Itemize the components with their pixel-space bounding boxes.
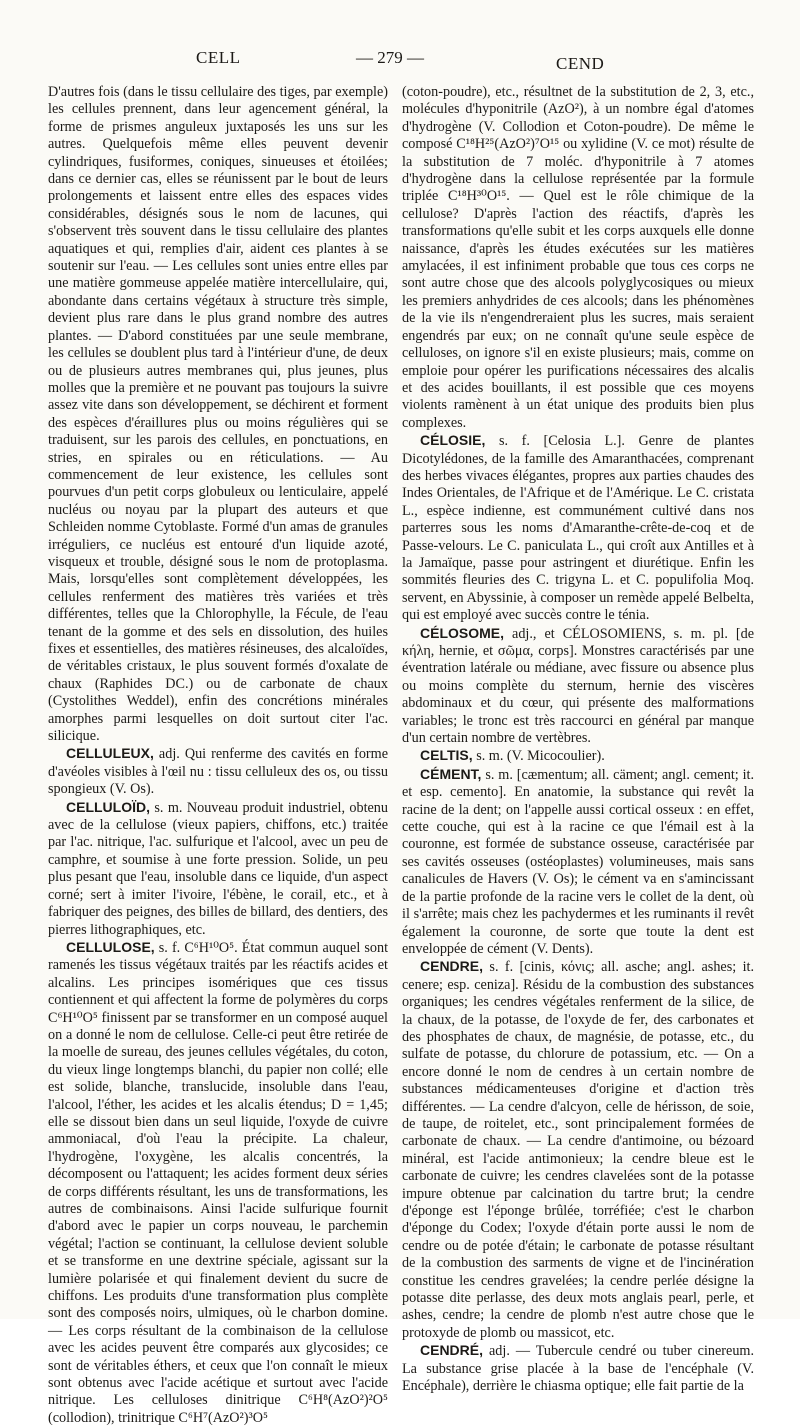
entry-cendre-adj bbox=[402, 1342, 754, 1395]
headword-cendre: CENDRE, bbox=[420, 958, 484, 975]
entry-celluleux bbox=[48, 745, 388, 798]
definition-cendre: s. f. [cinis, κόνις; all. asche; angl. ashes; it. cenere; esp. ceniza]. Résidu de la combustion des substances organiques; les cendres végétales renferment de la silice, de la chaux, de la potasse, de l'oxyde de fer, des carbonates et des phosphates de chaux, de magnésie, de potasse, etc., du sulfate de potasse, du chlorure de potassium, etc. — On a encore donné le nom de cendres à un certain nombre de substances médicamenteuses d'origine et d'action très différentes. — La cendre d'alcyon, celle de hérisson, de soie, de taupe, de roitelet, etc., sont principalement formées de carbonate de chaux. — La cendre d'antimoine, ou bézoard minéral, est l'acide antimonieux; la cendre bleue est le carbonate de cuivre; les cendres clavelées sont de la potasse impure obtenue par calcination du tartre brut; la cendre d'éponge est l'éponge brûlée, torréfiée; c'est le charbon d'éponge du Codex; l'oxyde d'étain porte aussi le nom de cendre ou de potée d'étain; le carbonate de potasse résultant de la combustion des sarments de vigne et de l'incinération constitue les cendres gravelées; la cendre perlée désigne la potasse dite perlasse, des deux mots anglais pearl, perle, et ashes, cendre; la cendre de plomb n'est autre chose que le protoxyde de plomb ou massicot, etc. bbox=[402, 959, 754, 1341]
page-number: — 279 — bbox=[356, 48, 424, 67]
entry-cellulose bbox=[48, 939, 388, 1427]
definition-cellulose: s. f. C⁶H¹⁰O⁵. État commun auquel sont ramenés les tissus végétaux traités par les réactifs acides et alcalins. Les principes isomériques que ces tissus contiennent et qui affectent la forme de polymères du corps C⁶H¹⁰O⁵ finissent par se transformer en un composé auquel on a donné le nom de cellulose. Celle-ci peut être retirée de la moelle de sureau, des jeunes cellules végétales, du coton, du vieux linge longtemps blanchi, du papier non collé; elle est solide, blanche, translucide, insoluble dans l'eau, l'alcool, l'éther, les acides et les alcalis étendus; D = 1,45; elle se dissout bien dans un seul liquide, l'oxyde de cuivre ammoniacal, d'où l'eau la précipite. La chaleur, l'hydrogène, l'oxygène, les alcalis concentrés, la décomposent ou l'attaquent; les acides forment deux séries de corps différents résultant, les uns de transformations, les autres de combinaisons. Ainsi l'acide sulfurique fournit d'abord avec le papier un corps nouveau, le parchemin végétal; l'action se continuant, la cellulose devient soluble et se transforme en une dextrine spéciale, agissant sur la lumière polarisée et qui finalement devient du sucre de chiffons. Les produits d'une transformation plus complète sont des composés noirs, ulmiques, où le charbon domine. — Les corps résultant de la combinaison de la cellulose avec les acides peuvent être comparés aux glycosides; ce sont de véritables éthers, et ceux que l'on connaît le mieux sont obtenus avec l'acide acétique et surtout avec l'acide nitrique. Les celluloses dinitrique C⁶H⁸(AzO²)²O⁵ (collodion), trinitrique C⁶H⁷(AzO²)³O⁵ bbox=[48, 939, 389, 1426]
headword-celosie: CÉLOSIE, bbox=[420, 432, 486, 449]
entry-celosome bbox=[402, 625, 754, 748]
definition-celluloid: s. m. Nouveau produit industriel, obtenu avec de la cellulose (vieux papiers, chiffons, etc.) traitée par l'ac. nitrique, l'ac. sulfurique et l'alcool, avec un peu de camphre, et soumise à une forte pression. Solide, un peu plus pesant que l'eau, insoluble dans ce liquide, d'un aspect corné; sert à imiter l'ivoire, l'ébène, le corail, etc., et à fabriquer des peignes, des billes de billard, des dentiers, des pierres lithographiques, etc. bbox=[48, 799, 388, 938]
headword-celluleux: CELLULEUX, bbox=[66, 745, 154, 762]
entry-cement bbox=[402, 766, 754, 958]
entry-celluloid bbox=[48, 799, 388, 939]
running-header bbox=[0, 48, 800, 78]
headword-cendre-adj: CENDRÉ, bbox=[420, 1342, 484, 1359]
cellule-continuation: D'autres fois (dans le tissu cellulaire des tiges, par exemple) les cellules prennent, dans leur agencement général, la forme de prismes anguleux juxtaposés les uns sur les autres. Quelquefois même elles peuvent devenir cylindriques, fusiformes, coniques, sinueuses et étoilées; dans ce dernier cas, elles se réunissent par le bout de leurs prolongements et laissent entre elles des espaces vides considérables, désignés sous le nom de lacunes, qui s'observent très souvent dans le tissu cellulaire des plantes aquatiques et qui, remplies d'air, aident ces plantes à se soutenir sur l'eau. — Les cellules sont unies entre elles par une matière gommeuse appelée matière intercellulaire, qui, abondante dans certains végétaux à structure très simple, devient plus rare dans le plus grand nombre des autres plantes. — D'abord constituées par une seule membrane, les cellules se doublent plus tard à l'intérieur d'une, de deux ou de plusieurs autres membranes qui, plus jeunes, plus molles que la première et ne pouvant pas toujours la suivre assez vite dans son développement, se déchirent et forment des espèces d'éraillures plus ou moins régulières qui se traduisent, sur les parois des cellules, en ponctuations, en stries, en spirales ou en réticulations. — Au commencement de leur existence, les cellules sont pourvues d'un petit corps globuleux ou lenticulaire, appelé nucléus ou noyau par la plupart des auteurs et que Schleiden nomme Cytoblaste. Formé d'un amas de granules irréguliers, ce nucléus est entouré d'un liquide azoté, visqueux et trouble, désigné sous le nom de protoplasma. Mais, lorsqu'elles sont complètement développées, les cellules renferment des matières très variées et très différentes, telles que la Chlorophylle, la Fécule, de l'eau tenant de la gomme et des sels en dissolution, des huiles fixes et essentielles, des matières résineuses, des alcaloïdes, de véritables cristaux, le plus souvent formés d'oxalate de chaux (Raphides DC.) ou de carbonate de chaux (Cystolithes Weddel), enfin des concrétions minérales amorphes parmi lesquelles on doit surtout citer l'ac. silicique. bbox=[48, 84, 388, 745]
header-left-word: CELL bbox=[196, 48, 241, 67]
headword-cellulose: CELLULOSE, bbox=[66, 938, 155, 955]
entry-celtis bbox=[402, 747, 754, 765]
definition-celtis: s. m. (V. Micocoulier). bbox=[476, 748, 605, 765]
definition-cement: s. m. [cæmentum; all. cäment; angl. cement; it. et esp. cemento]. En anatomie, la substance qui revêt la racine de la dent; on l'appelle aussi cortical osseux : en effet, cette couche, qui est à la racine ce que l'émail est à la couronne, est formée de substance osseuse, caractérisée par ses cavités osseuses (ostéoplastes) volumineuses, mais sans canalicules de Havers (V. Os); le cément va en s'amincissant de la partie profonde de la racine vers le collet de la dent, où il s'arrête; mais chez les pachydermes et les ruminants il revêt également la couronne, de sorte que toute la dent est enveloppée de cément (V. Dents). bbox=[402, 766, 755, 957]
definition-celluleux: adj. Qui renferme des cavités en forme d'avéoles visibles à l'œil nu : tissu celluleux des os, ou tissu spongieux (V. Os). bbox=[48, 746, 388, 798]
entry-celosie bbox=[402, 432, 754, 624]
entry-cendre bbox=[402, 958, 754, 1342]
headword-cement: CÉMENT, bbox=[420, 765, 482, 782]
header-right-word: CEND bbox=[556, 54, 605, 73]
headword-celluloid: CELLULOÏD, bbox=[66, 798, 150, 815]
headword-celtis: CELTIS, bbox=[420, 747, 473, 764]
definition-celosie: s. f. [Celosia L.]. Genre de plantes Dicotylédones, de la famille des Amaranthacées, comprenant des herbes vivaces élégantes, propres aux parties chaudes des Indes Orientales, de l'Afrique et de l'Amérique. Le C. cristata L., espèce indienne, est communément cultivé dans nos parterres sous les noms d'Amaranthe-crête-de-coq et de Passe-velours. Le C. paniculata L., qui croît aux Antilles et à la Jamaïque, passe pour astringent et diurétique. Enfin les sommités fleuries des C. trigyna L. et C. populifolia Moq. servent, en Abyssinie, à composer un remède appelé Belbelta, qui est employé avec succès contre le ténia. bbox=[402, 433, 755, 624]
definition-celosome: adj., et CÉLOSOMIENS, s. m. pl. [de κήλη, hernie, et σῶμα, corps]. Monstres caractérisés par une éventration latérale ou médiane, avec fissure ou absence plus ou moins complète du sternum, hernie des viscères abdominaux et du cœur, qui présente des malformations variables; le tronc est très raccourci en général par manque d'un certain nombre de vertèbres. bbox=[402, 625, 754, 747]
left-column bbox=[48, 84, 388, 1427]
headword-celosome: CÉLOSOME, bbox=[420, 624, 505, 641]
right-column bbox=[402, 84, 754, 1395]
cellulose-continuation: (coton-poudre), etc., résultnet de la substitution de 2, 3, etc., molécules d'hyponitrile (AzO²), à un nombre égal d'atomes d'hydrogène (V. Collodion et Coton-poudre). De même le composé C¹⁸H²⁵(AzO²)⁷O¹⁵ ou xylidine (V. ce mot) résulte de la substitution de 7 moléc. d'hyponitrile à 7 atomes d'hydrogène dans la cellulose représentée par la formule triplée C¹⁸H³⁰O¹⁵. — Quel est le rôle chimique de la cellulose? D'après l'action des réactifs, d'après les transformations qu'elle subit et les corps auxquels elle donne naissance, d'après les études exécutées sur les matières amylacées, il est infiniment probable que tous ces corps ne sont autre chose que des alcools polyglycosiques ou mieux les premiers anhydrides de ces alcools; dans les phénomènes de la vie ils n'engendreraient plus les sucres, mais seraient engendrés par eux; on ne connaît qu'une seule espèce de celluloses, on ignore s'il en existe plusieurs; mais, comme on emploie pour opérer les purifications nécessaires des alcalis et des acides bouillants, il est possible que ces moyens violents ramènent à un état unique des produits bien plus complexes. bbox=[402, 84, 754, 431]
definition-cendre-adj: adj. — Tubercule cendré ou tuber cinereum. La substance grise placée à la base de l'encéphale (V. Encéphale), derrière le chiasma optique; elle fait partie de la bbox=[402, 1343, 755, 1395]
